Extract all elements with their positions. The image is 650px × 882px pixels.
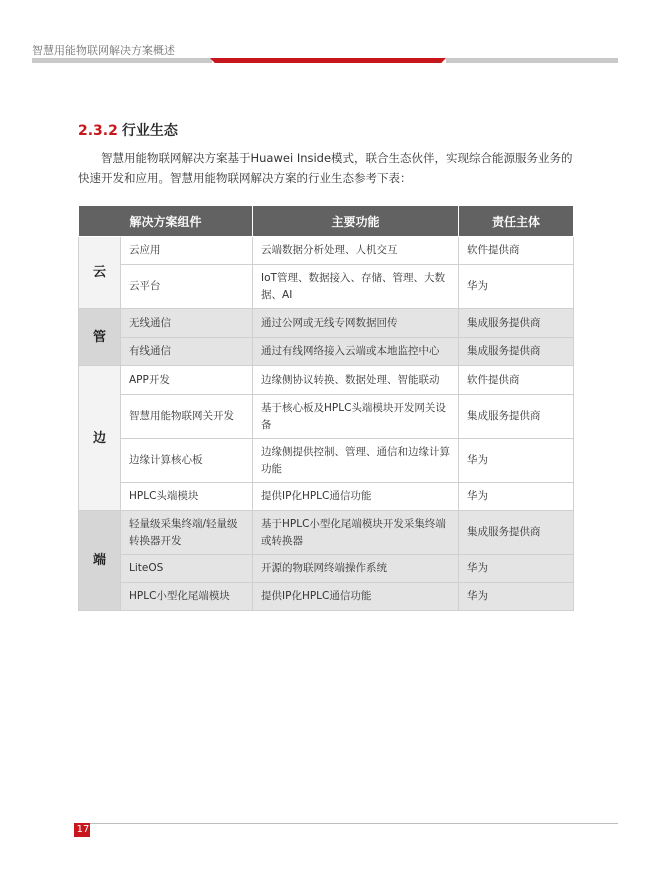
function-cell: 通过公网或无线专网数据回传 [253,309,459,338]
header-rule-accent [210,58,446,63]
footer-rule [78,823,618,824]
function-cell: 开源的物联网终端操作系统 [253,555,459,583]
category-cloud: 云 [79,237,121,309]
header-rule [32,58,618,63]
header-owner: 责任主体 [459,206,574,237]
table-row [79,309,574,338]
section-title [78,120,178,140]
owner-cell: 集成服务提供商 [459,309,574,338]
table-row [79,511,574,555]
component-cell: LiteOS [121,555,253,583]
component-cell: 智慧用能物联网关开发 [121,395,253,439]
owner-cell: 软件提供商 [459,237,574,265]
owner-cell: 集成服务提供商 [459,338,574,366]
function-cell: 边缘侧协议转换、数据处理、智能联动 [253,366,459,395]
component-cell: 有线通信 [121,338,253,366]
component-cell: 无线通信 [121,309,253,338]
intro-paragraph: 智慧用能物联网解决方案基于Huawei Inside模式，联合生态伙伴，实现综合能源服务业务的快速开发和应用。智慧用能物联网解决方案的行业生态参考下表： [78,151,573,185]
ecosystem-table [78,205,574,611]
owner-cell: 华为 [459,265,574,309]
component-cell: 轻量级采集终端/轻量级转换器开发 [121,511,253,555]
table-row [79,555,574,583]
table-row [79,237,574,265]
section-number: 2.3.2 [78,123,118,139]
owner-cell: 集成服务提供商 [459,511,574,555]
owner-cell: 华为 [459,439,574,483]
component-cell: 云平台 [121,265,253,309]
category-pipe: 管 [79,309,121,366]
function-cell: 通过有线网络接入云端或本地监控中心 [253,338,459,366]
function-cell: 提供IP化HPLC通信功能 [253,583,459,611]
table-header-row [79,206,574,237]
function-cell: IoT管理、数据接入、存储、管理、大数据、AI [253,265,459,309]
function-cell: 基于HPLC小型化尾端模块开发采集终端或转换器 [253,511,459,555]
header-rule-right [446,58,618,63]
function-cell: 提供IP化HPLC通信功能 [253,483,459,511]
page-number: 17 [76,824,90,835]
component-cell: 云应用 [121,237,253,265]
owner-cell: 软件提供商 [459,366,574,395]
table-row [79,483,574,511]
owner-cell: 集成服务提供商 [459,395,574,439]
owner-cell: 华为 [459,555,574,583]
table-row [79,439,574,483]
component-cell: HPLC小型化尾端模块 [121,583,253,611]
table-row [79,338,574,366]
owner-cell: 华为 [459,483,574,511]
function-cell: 边缘侧提供控制、管理、通信和边缘计算功能 [253,439,459,483]
table-row [79,583,574,611]
component-cell: APP开发 [121,366,253,395]
header-rule-left [32,58,212,63]
header-component: 解决方案组件 [79,206,253,237]
owner-cell: 华为 [459,583,574,611]
header-function: 主要功能 [253,206,459,237]
running-header: 智慧用能物联网解决方案概述 [32,44,175,57]
section-title-text: 行业生态 [121,123,178,139]
category-device: 端 [79,511,121,611]
function-cell: 基于核心板及HPLC头端模块开发网关设备 [253,395,459,439]
component-cell: HPLC头端模块 [121,483,253,511]
table-row [79,395,574,439]
category-edge: 边 [79,366,121,511]
table-row [79,366,574,395]
component-cell: 边缘计算核心板 [121,439,253,483]
table-row [79,265,574,309]
function-cell: 云端数据分析处理、人机交互 [253,237,459,265]
